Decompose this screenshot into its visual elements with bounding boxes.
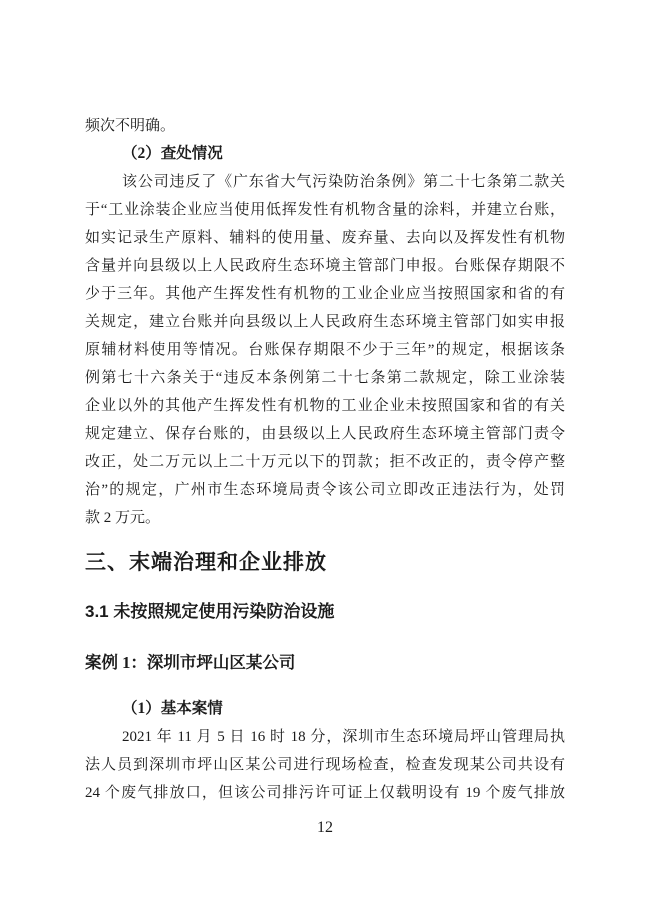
section-heading: 三、末端治理和企业排放	[85, 551, 327, 574]
body-text-line: 原辅材料使用等情况。台账保存期限不少于三年”的规定，根据该条	[85, 342, 565, 358]
subsection-heading: 3.1 未按照规定使用污染防治设施	[85, 602, 335, 621]
body-text-line: 24 个废气排放口，但该公司排污许可证上仅载明设有 19 个废气排放	[85, 785, 565, 801]
body-text-line: 规定建立、保存台账的，由县级以上人民政府生态环境主管部门责令	[85, 426, 565, 442]
document-body	[85, 112, 565, 807]
paragraph-heading: （1）基本案情	[122, 700, 223, 717]
body-text-line: 关规定，建立台账并向县级以上人民政府生态环境主管部门如实申报	[85, 314, 565, 330]
body-text-line: 少于三年。其他产生挥发性有机物的工业企业应当按照国家和省的有	[85, 286, 565, 302]
case-heading: 案例 1：深圳市坪山区某公司	[85, 653, 296, 672]
body-text-line: 如实记录生产原料、辅料的使用量、废弃量、去向以及挥发性有机物	[85, 230, 565, 246]
body-text-line: 2021 年 11 月 5 日 16 时 18 分，深圳市生态环境局坪山管理局执	[122, 729, 565, 745]
body-text-line: 频次不明确。	[85, 118, 176, 134]
body-text-line: 例第七十六条关于“违反本条例第二十七条第二款规定，除工业涂装	[85, 370, 565, 386]
body-text-line: 改正，处二万元以上二十万元以下的罚款；拒不改正的，责令停产整	[85, 454, 565, 470]
paragraph-heading: （2）查处情况	[122, 145, 223, 162]
body-text-line: 治”的规定，广州市生态环境局责令该公司立即改正违法行为，处罚	[85, 482, 565, 498]
body-text-line: 该公司违反了《广东省大气污染防治条例》第二十七条第二款关	[122, 174, 565, 190]
body-text-line: 于“工业涂装企业应当使用低挥发性有机物含量的涂料，并建立台账，	[85, 202, 565, 218]
body-text-line: 法人员到深圳市坪山区某公司进行现场检查，检查发现某公司共设有	[85, 757, 565, 773]
body-text-line: 企业以外的其他产生挥发性有机物的工业企业未按照国家和省的有关	[85, 398, 565, 414]
page-number: 12	[317, 819, 333, 836]
body-text-line: 款 2 万元。	[85, 510, 161, 526]
body-text-line: 含量并向县级以上人民政府生态环境主管部门申报。台账保存期限不	[85, 258, 565, 274]
